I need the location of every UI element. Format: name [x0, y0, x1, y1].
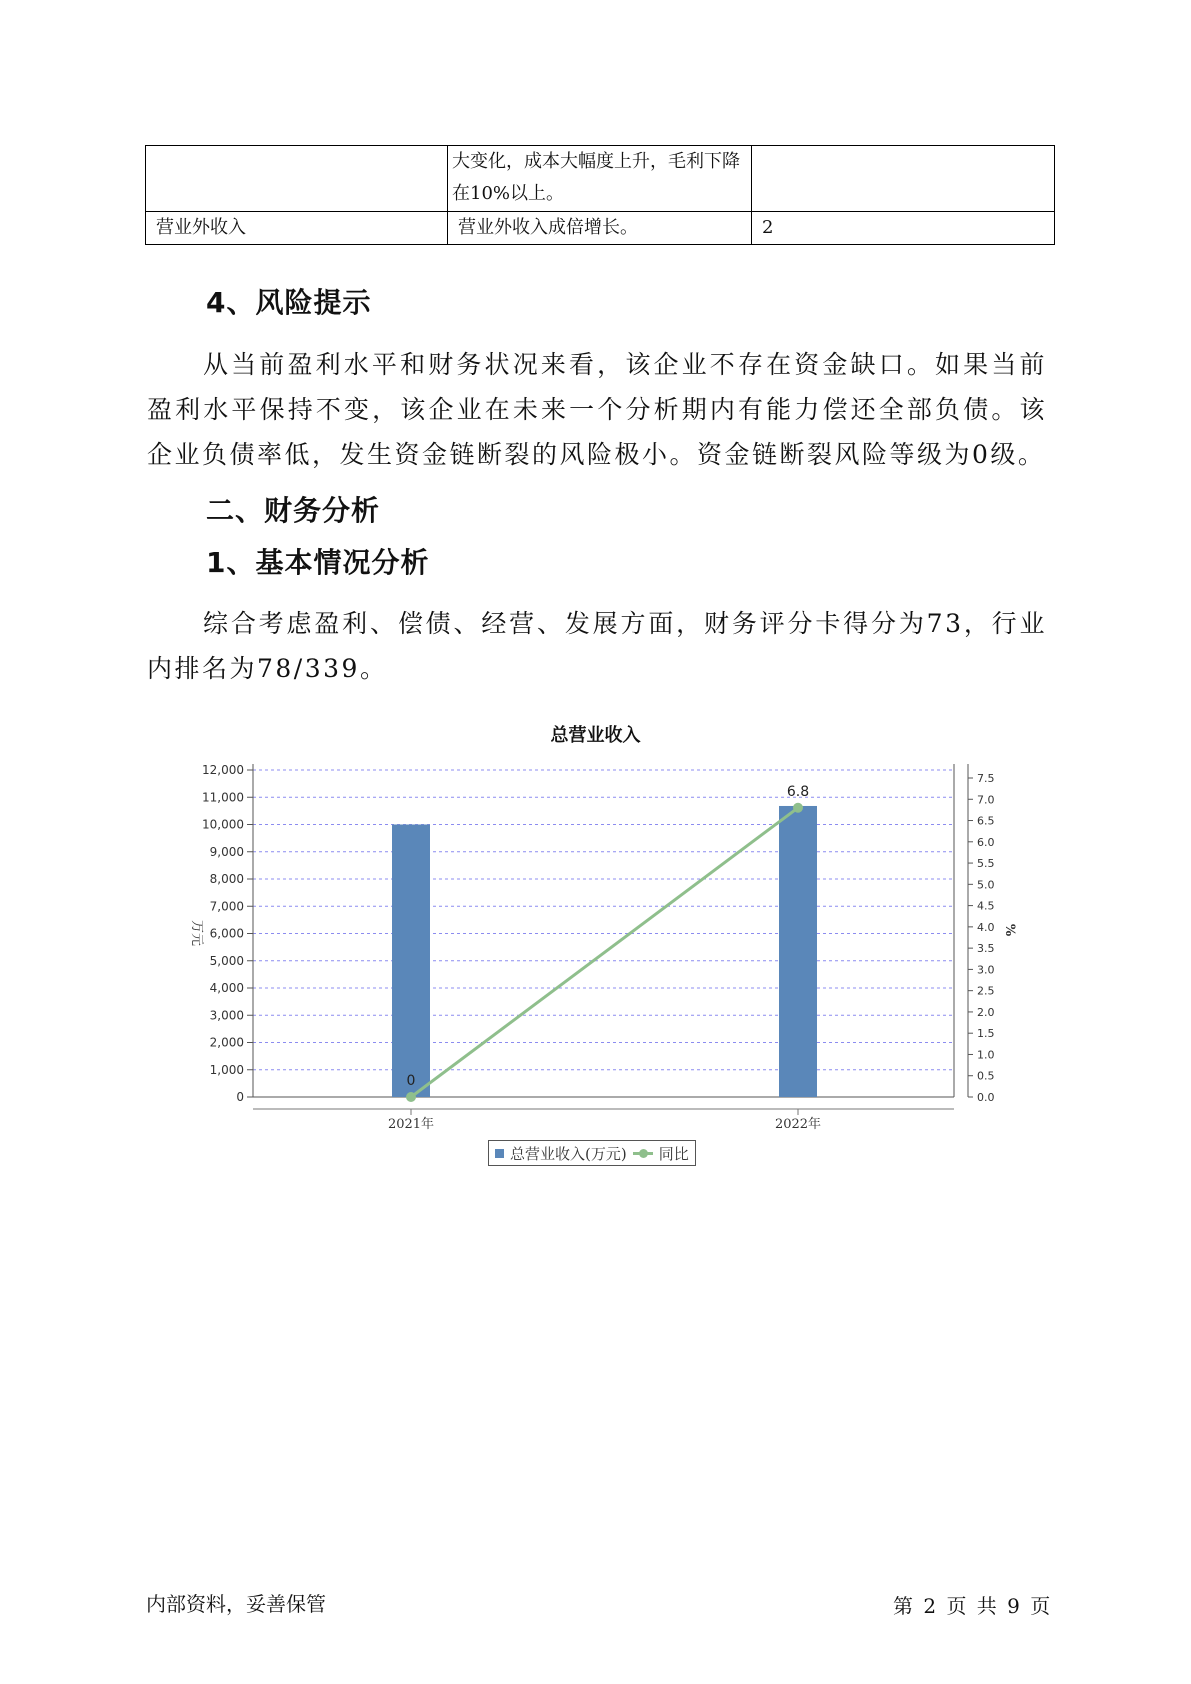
y-tick-label: 4,000 [209, 981, 244, 995]
finance-heading: 二、财务分析 [206, 494, 381, 527]
yoy-line [411, 808, 798, 1097]
y-tick-label: 6,000 [209, 926, 244, 941]
y-tick-label: 7,000 [209, 899, 244, 914]
table-cell-score: 2 [752, 212, 1055, 245]
basic-analysis-heading: 1、基本情况分析 [206, 546, 430, 579]
y-tick-label: 2,000 [209, 1035, 244, 1050]
y-right-tick-label: 2.5 [977, 984, 995, 998]
y-right-tick-label: 6.5 [977, 814, 995, 828]
legend-bar-label: 总营业收入(万元) [510, 1144, 627, 1163]
y-right-tick-label: 5.5 [977, 857, 995, 871]
table-cell-item: 营业外收入 [146, 212, 448, 245]
y-right-tick-label: 4.5 [977, 899, 995, 913]
y-right-tick-label: 3.0 [977, 963, 995, 977]
y-axis-right-label: % [1002, 923, 1017, 937]
y-right-tick-label: 2.0 [977, 1005, 995, 1019]
y-right-tick-label: 5.0 [977, 878, 995, 892]
legend-line-label: 同比 [658, 1144, 689, 1163]
y-right-tick-label: 0.0 [977, 1091, 995, 1104]
yoy-point [406, 1092, 416, 1102]
footer-confidential: 内部资料，妥善保管 [146, 1592, 326, 1616]
y-right-tick-label: 7.0 [977, 793, 995, 807]
y-tick-label: 10,000 [202, 817, 244, 832]
y-right-tick-label: 3.5 [977, 942, 995, 956]
y-tick-label: 0 [236, 1090, 244, 1104]
y-right-tick-label: 1.0 [977, 1048, 995, 1062]
y-right-tick-label: 0.5 [977, 1069, 995, 1083]
yoy-point [793, 803, 803, 813]
y-right-tick-label: 7.5 [977, 772, 995, 785]
y-right-tick-label: 4.0 [977, 920, 995, 934]
table-cell-description: 营业外收入成倍增长。 [448, 212, 752, 245]
y-tick-label: 12,000 [202, 763, 244, 777]
bar [392, 825, 430, 1098]
chart-title: 总营业收入 [550, 725, 641, 746]
y-tick-label: 1,000 [209, 1062, 244, 1077]
legend-line-swatch [633, 1147, 653, 1159]
y-right-tick-label: 1.5 [977, 1027, 995, 1041]
basic-analysis-paragraph: 综合考虑盈利、偿债、经营、发展方面，财务评分卡得分为73，行业内排名为78/339。 [147, 609, 1047, 683]
y-tick-label: 3,000 [209, 1008, 244, 1023]
y-tick-label: 11,000 [202, 790, 244, 805]
y-tick-label: 8,000 [209, 872, 244, 886]
data-label: 6.8 [786, 783, 810, 800]
y-right-tick-label: 6.0 [977, 835, 995, 849]
table-cell-description: 大变化，成本大幅度上升，毛利下降在10%以上。 [448, 146, 752, 212]
x-tick-label: 2022年 [774, 1117, 822, 1132]
x-tick-label: 2021年 [387, 1117, 435, 1132]
risk-paragraph: 从当前盈利水平和财务状况来看，该企业不存在资金缺口。如果当前盈利水平保持不变，该企业在未来一个分析期内有能力偿还全部负债。该企业负债率低，发生资金链断裂的风险极小。资金链断裂风险等级为0级。 [147, 350, 1047, 469]
y-tick-label: 9,000 [209, 844, 244, 859]
chart-legend [488, 1140, 696, 1166]
footer-page-number: 第 2 页 共 9 页 [893, 1594, 1051, 1618]
y-axis-label: 万元 [189, 919, 204, 947]
y-tick-label: 5,000 [209, 953, 244, 968]
risk-heading: 4、风险提示 [206, 286, 372, 319]
legend-bar-swatch [495, 1149, 504, 1158]
bar [779, 806, 817, 1097]
data-label: 0 [406, 1073, 416, 1089]
